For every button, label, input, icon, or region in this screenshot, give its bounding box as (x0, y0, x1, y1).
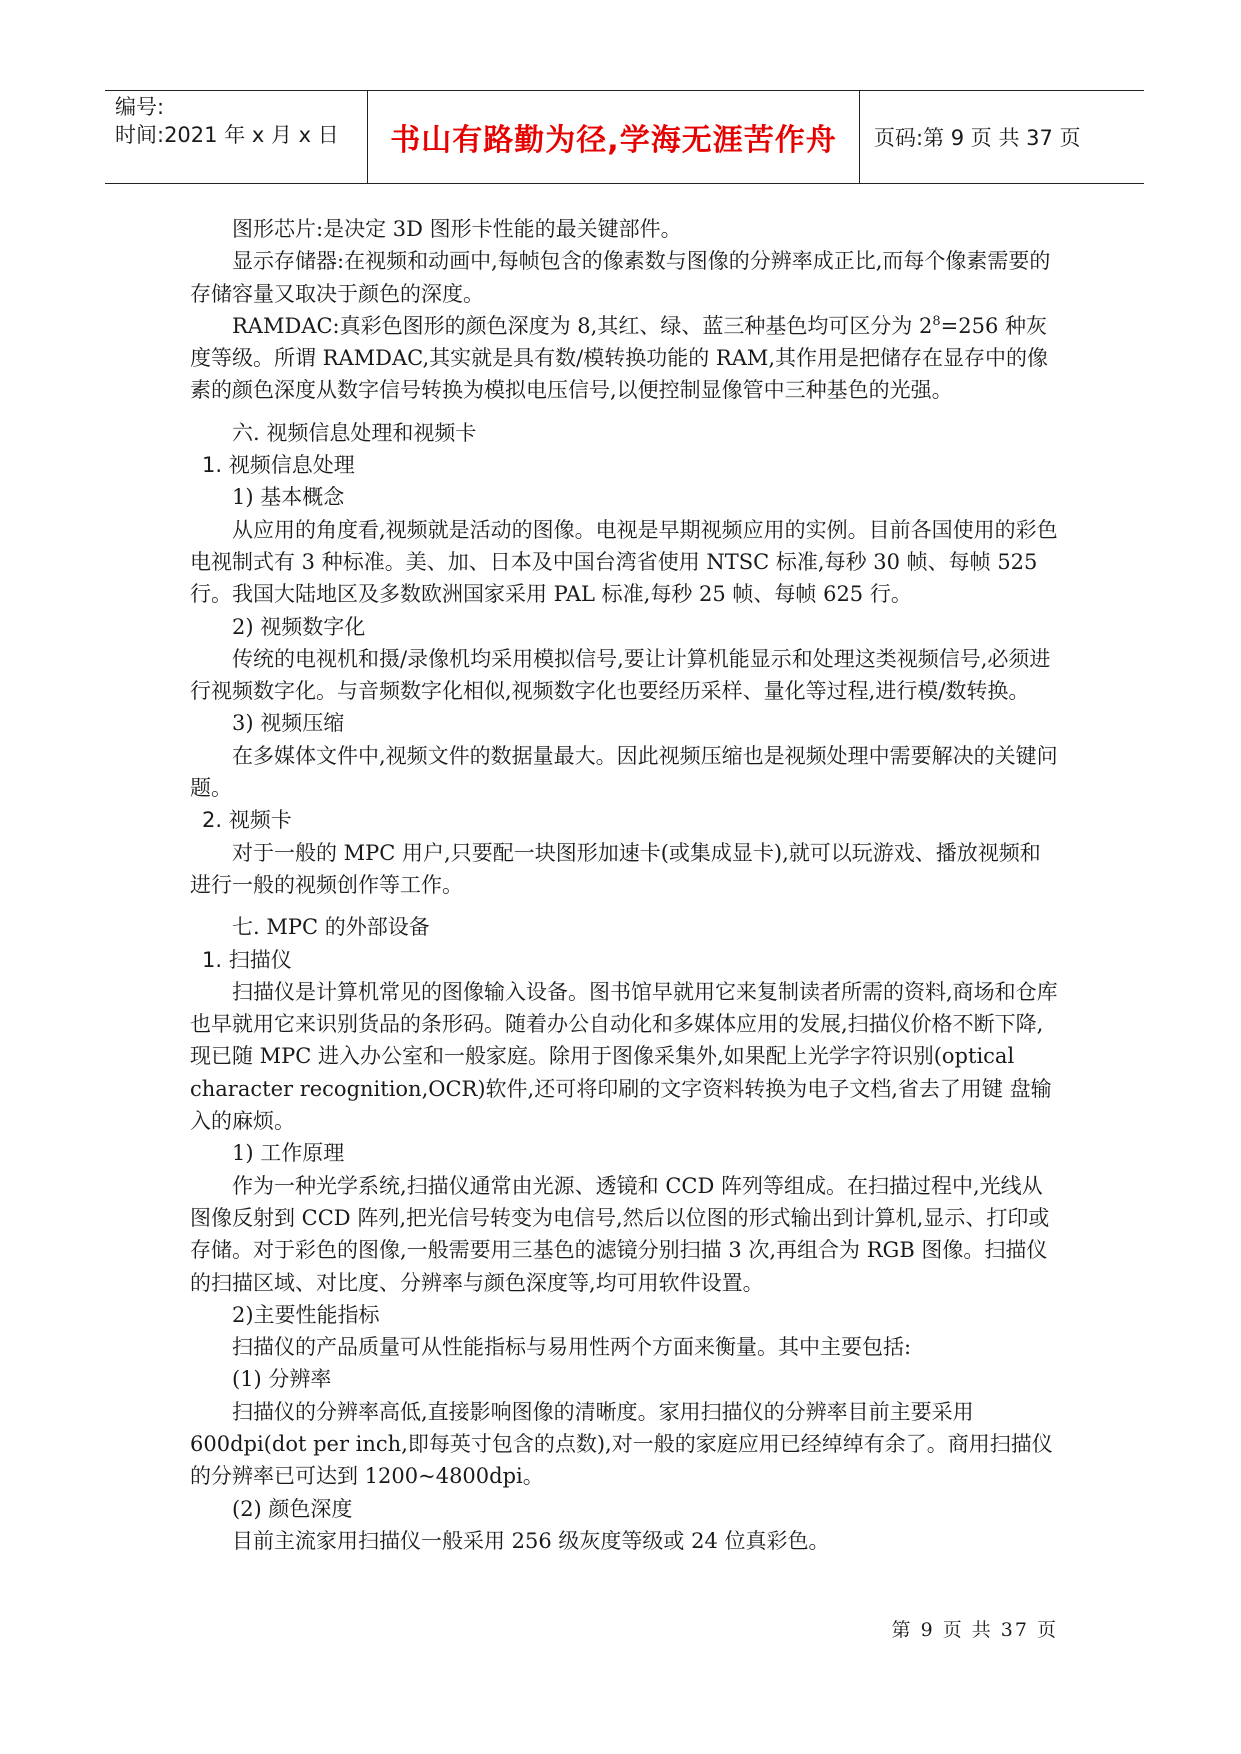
subsection-heading-6-2: 2. 视频卡 (202, 808, 292, 833)
paragraph-ramdac (190, 310, 1060, 407)
ramdac-text-b: =256 种灰度等级。所谓 RAMDAC,其实就是具有数/模转换功能的 RAM,其作用是把储存在显存中的像素的颜色深度从数字信号转换为模拟电压信号,以便控制显像管中三种基色的光强。 (190, 313, 1049, 403)
ramdac-superscript: 8 (932, 313, 941, 329)
ramdac-text-a: RAMDAC:真彩色图形的颜色深度为 8,其红、绿、蓝三种基色均可区分为 2 (232, 313, 933, 338)
paragraph-graphics-chip: 图形芯片:是决定 3D 图形卡性能的最关键部件。 (232, 217, 682, 241)
paragraph-scanner-intro: 扫描仪是计算机常见的图像输入设备。图书馆早就用它来复制读者所需的资料,商场和仓库也早就用它来识别货品的条形码。随着办公自动化和多媒体应用的发展,扫描仪价格不断下降,现已随 MPC 进入办公室和一般家庭。除用于图像采集外,如果配上光学字符识别(optical character recognition,OCR)软件,还可将印刷的文字资料转换为电子文档,省去了用键 盘输入的麻烦。 (190, 979, 1058, 1134)
page-header (105, 90, 1144, 184)
paragraph-performance-intro: 扫描仪的产品质量可从性能指标与易用性两个方面来衡量。其中主要包括: (232, 1335, 912, 1360)
item-heading-7-1-1: 1) 工作原理 (232, 1141, 345, 1166)
document-body (190, 213, 1060, 1557)
section-heading-7: 七. MPC 的外部设备 (232, 915, 430, 940)
item-heading-color-depth: (2) 颜色深度 (232, 1496, 353, 1521)
document-number-label: 编号: (115, 95, 165, 119)
paragraph-video-card: 对于一般的 MPC 用户,只要配一块图形加速卡(或集成显卡),就可以玩游戏、播放视频和进行一般的视频创作等工作。 (190, 840, 1041, 897)
header-meta-cell (105, 91, 368, 183)
document-time-label: 时间:2021 年 x 月 x 日 (115, 123, 339, 147)
paragraph-working-principle: 作为一种光学系统,扫描仪通常由光源、透镜和 CCD 阵列等组成。在扫描过程中,光线从图像反射到 CCD 阵列,把光信号转变为电信号,然后以位图的形式输出到计算机,显示、打印或存储。对于彩色的图像,一般需要用三基色的滤镜分别扫描 3 次,再组合为 RGB 图像。扫描仪的扫描区域、对比度、分辨率与颜色深度等,均可用软件设置。 (190, 1173, 1050, 1295)
paragraph-video-digitization: 传统的电视机和摄/录像机均采用模拟信号,要让计算机能显示和处理这类视频信号,必须进行视频数字化。与音频数字化相似,视频数字化也要经历采样、量化等过程,进行模/数转换。 (190, 646, 1051, 704)
header-page-indicator: 页码:第 9 页 共 37 页 (874, 126, 1081, 150)
paragraph-color-depth: 目前主流家用扫描仪一般采用 256 级灰度等级或 24 位真彩色。 (232, 1528, 830, 1553)
item-heading-6-1-1: 1) 基本概念 (232, 485, 345, 510)
subsection-heading-6-1: 1. 视频信息处理 (202, 453, 355, 478)
item-heading-resolution: (1) 分辨率 (232, 1367, 332, 1392)
subsection-heading-7-1: 1. 扫描仪 (202, 947, 292, 972)
paragraph-resolution: 扫描仪的分辨率高低,直接影响图像的清晰度。家用扫描仪的分辨率目前主要采用 600dpi(dot per inch,即每英寸包含的点数),对一般的家庭应用已经绰绰有余了。商用扫描仪的分辨率已可达到 1200~4800dpi。 (190, 1399, 1053, 1489)
page-footer: 第 9 页 共 37 页 (891, 1619, 1058, 1641)
item-heading-6-1-3: 3) 视频压缩 (232, 711, 345, 736)
section-heading-6: 六. 视频信息处理和视频卡 (232, 420, 477, 445)
paragraph-basic-concept: 从应用的角度看,视频就是活动的图像。电视是早期视频应用的实例。目前各国使用的彩色电视制式有 3 种标准。美、加、日本及中国台湾省使用 NTSC 标准,每秒 30 帧、每帧 525 行。我国大陆地区及多数欧洲国家采用 PAL 标准,每秒 25 帧、每帧 625 行。 (190, 517, 1058, 607)
header-slogan: 书山有路勤为径,学海无涯苦作舟 (368, 91, 860, 183)
item-heading-6-1-2: 2) 视频数字化 (232, 614, 366, 639)
paragraph-display-memory: 显示存储器:在视频和动画中,每帧包含的像素数与图像的分辨率成正比,而每个像素需要的存储容量又取决于颜色的深度。 (190, 249, 1051, 306)
paragraph-video-compression: 在多媒体文件中,视频文件的数据量最大。因此视频压缩也是视频处理中需要解决的关键问题。 (190, 743, 1058, 801)
item-heading-7-1-2: 2)主要性能指标 (232, 1302, 380, 1327)
